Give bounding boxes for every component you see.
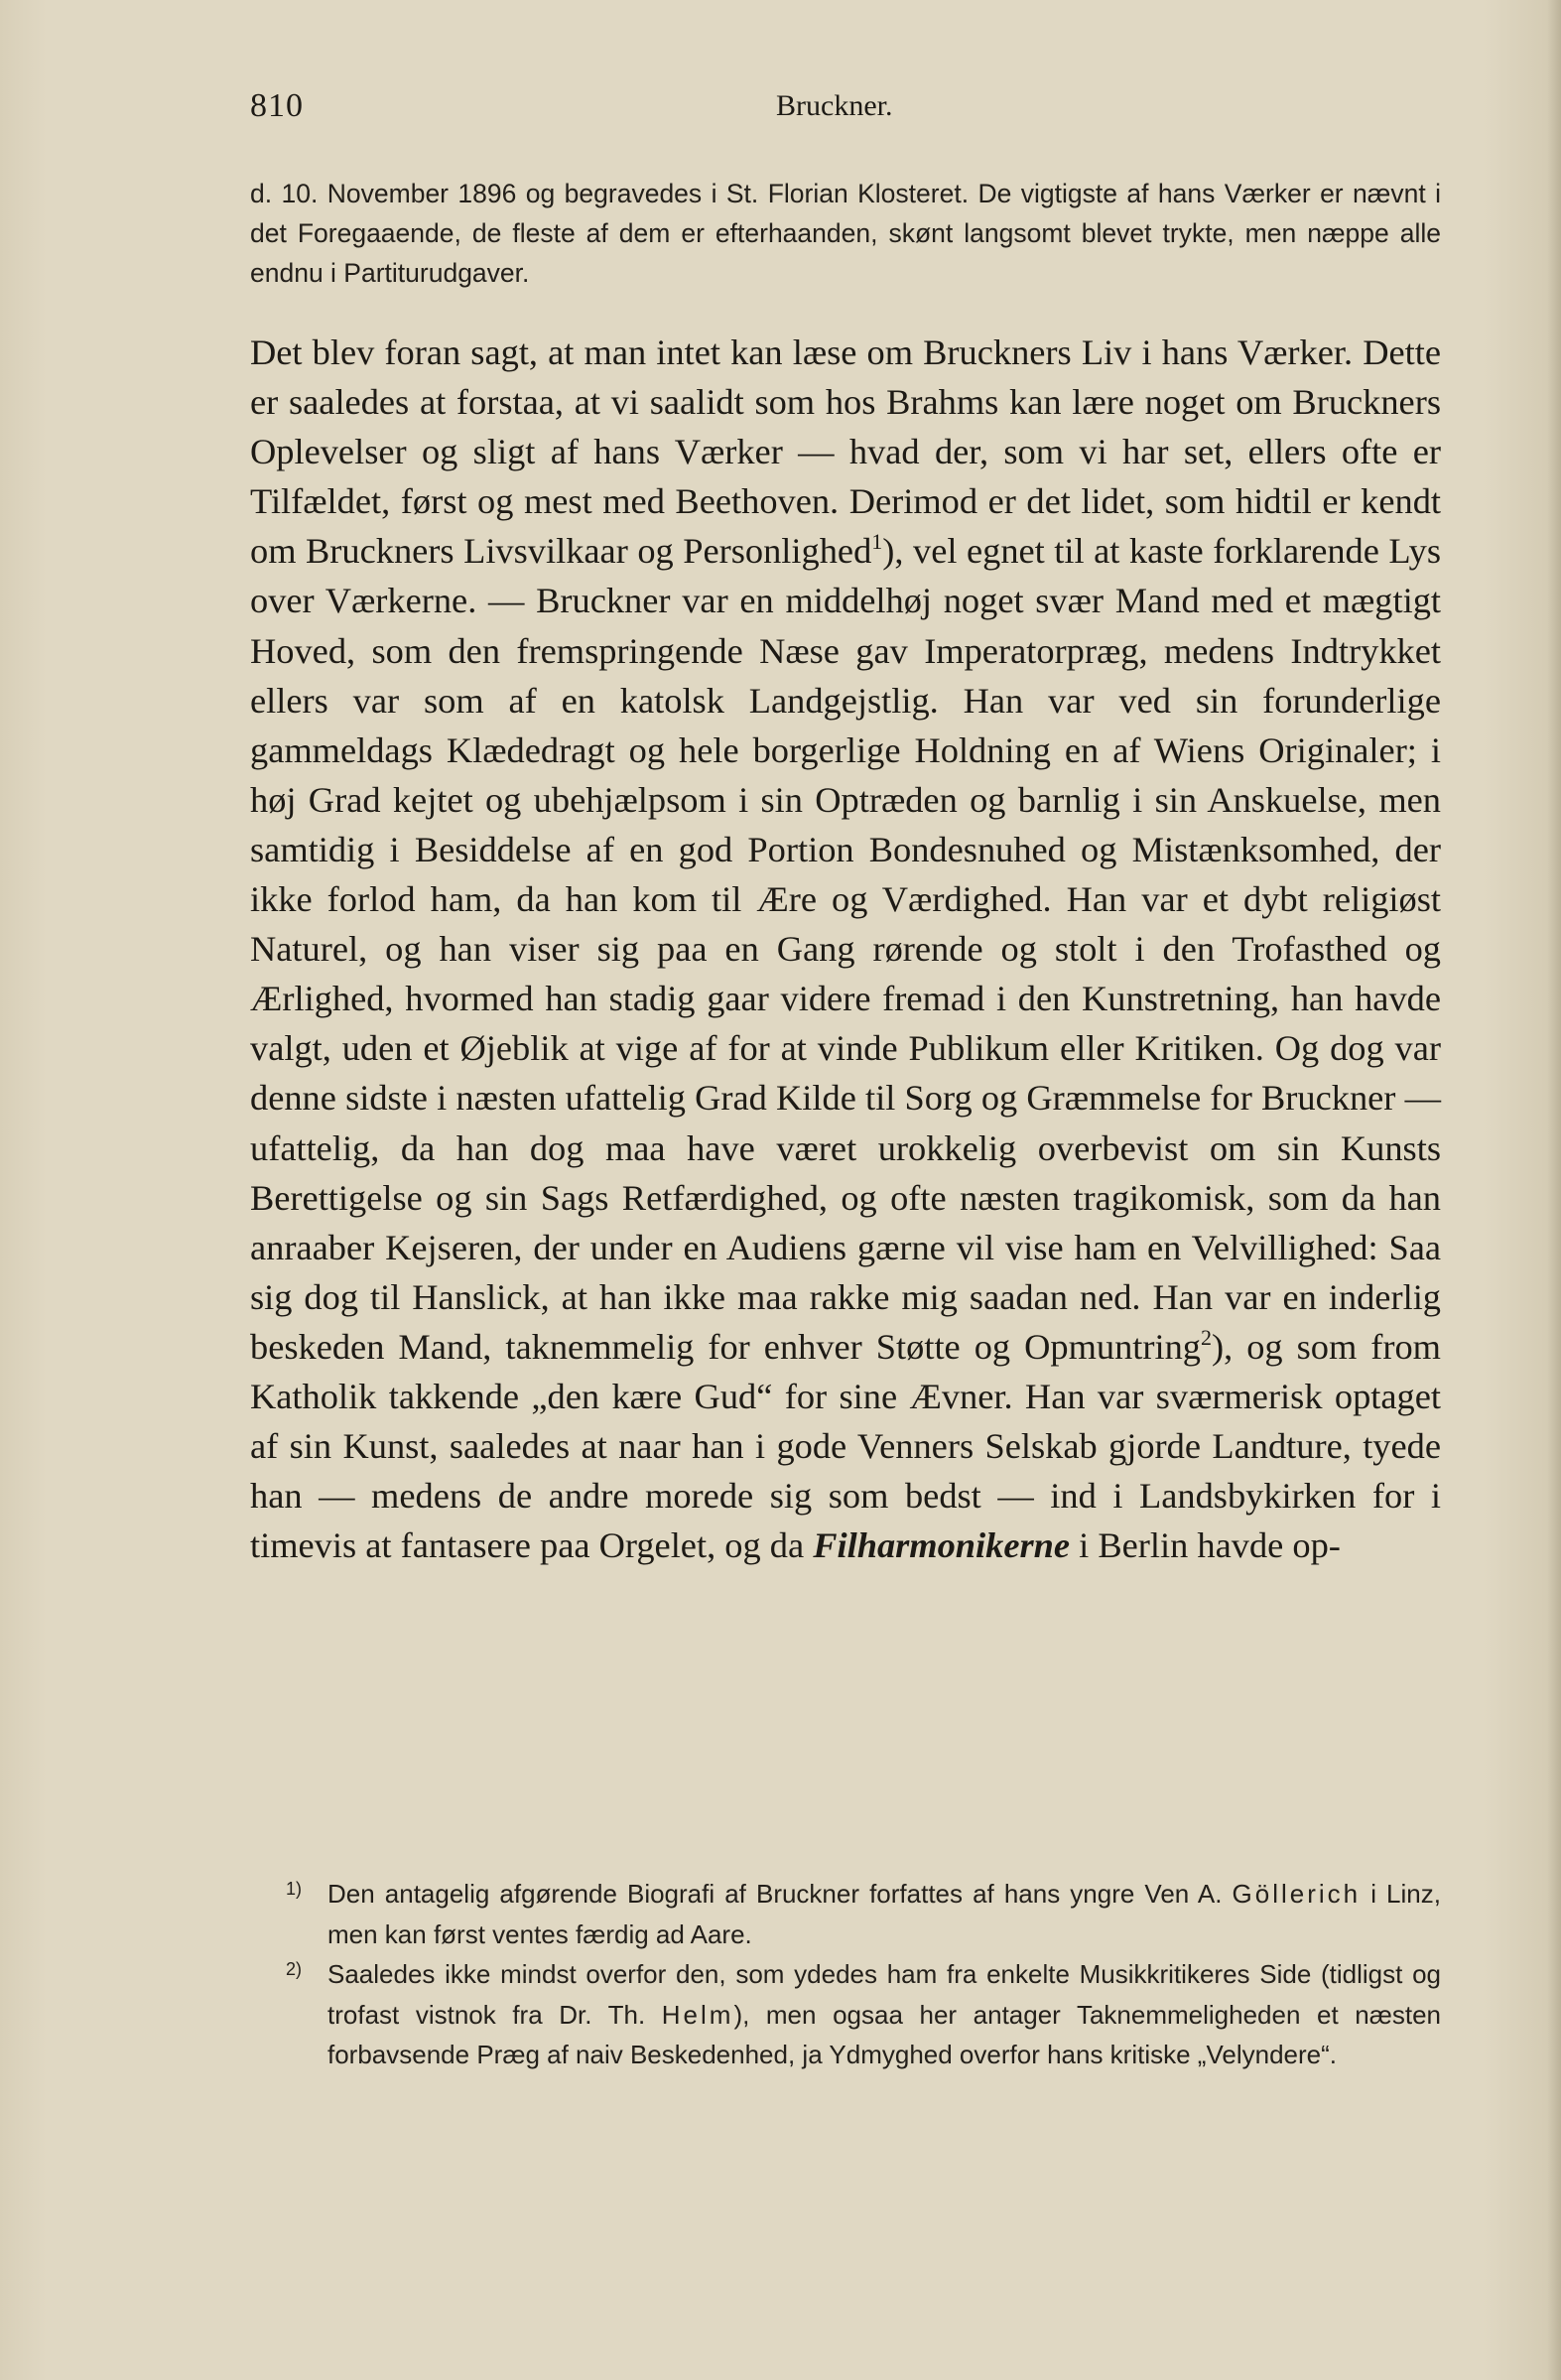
running-head: Bruckner. xyxy=(776,89,893,122)
body-text-segment: Det blev foran sagt, at man intet kan læse om Bruckners Liv i hans Værker. Dette er saaledes at forstaa, at vi saalidt som hos Brahms kan lære noget om Bruckners Oplevelser og sligt af hans Værker — hvad der, som vi har set, ellers ofte er Tilfældet, først og mest med Beethoven. Derimod er det lidet, som hidtil er kendt om Bruckners Livsvilkaar og Personlighed xyxy=(250,332,1441,572)
continuation-paragraph: d. 10. November 1896 og begravedes i St. Florian Klosteret. De vigtigste af hans Værker er nævnt i det Foregaaende, de fleste af dem er efterhaanden, skønt langsomt blevet trykte, men næppe alle endnu i Partiturudgaver. xyxy=(250,179,1441,288)
footnote-ref-2[interactable]: 2 xyxy=(1201,1324,1212,1350)
footnote-text: ), men ogsaa her antager Taknemmeligheden et næsten forbavsende Præg af naiv Beskedenhed, ja Ydmyghed overfor hans kritiske „Velyndere“. xyxy=(327,1999,1441,2069)
footnotes xyxy=(250,1874,1441,2075)
body-text-segment: i Berlin havde op- xyxy=(1070,1525,1341,1566)
main-paragraph xyxy=(250,328,1441,1570)
body-text-segment: ), vel egnet til at kaste forklarende Lys over Værkerne. — Bruckner var en middelhøj noget svær Mand med et mægtigt Hoved, som den fremspringende Næse gav Imperatorpræg, medens Indtrykket ellers var som af en katolsk Landgejstlig. Han var ved sin forunderlige gammeldags Klædedragt og hele borgerlige Holdning en af Wiens Originaler; i høj Grad kejtet og ubehjælpsom i sin Optræden og barnlig i sin Anskuelse, men samtidig i Besiddelse af en god Portion Bondesnuhed og Mistænksomhed, der ikke forlod ham, da han kom til Ære og Værdighed. Han var et dybt religiøst Naturel, og han viser sig paa en Gang rørende og stolt i den Trofasthed og Ærlighed, hvormed han stadig gaar videre fremad i den Kunstretning, han havde valgt, uden et Øjeblik at vige af for at vinde Publikum eller Kritiken. Og dog var denne sidste i næsten ufattelig Grad Kilde til Sorg og Græmmelse for Bruckner — ufattelig, da han dog maa have været urokkelig overbevist om sin Kunsts Berettigelse og sin Sags Retfærdighed, og ofte næsten tragikomisk, som da han anraaber Kejseren, der under en Audiens gærne vil vise ham en Velvillighed: Saa sig dog til Hanslick, at han ikke maa rakke mig saadan ned. Han var en inderlig beskeden Mand, taknemmelig for enhver Støtte og Opmuntring xyxy=(250,531,1441,1367)
footnote-ref-1[interactable]: 1 xyxy=(871,529,883,555)
page-number: 810 xyxy=(250,87,304,124)
italic-term: Filharmonikerne xyxy=(813,1525,1071,1566)
footnote-2: 2) Saaledes ikke mindst overfor den, som ydedes ham fra enkelte Musikkritikeres Side (tidligst og trofast vistnok fra Dr. Th. Helm), men ogsaa her antager Taknemmeligheden et næsten forbavsende Præg af naiv Beskedenhed, ja Ydmyghed overfor hans kritiske „Velyndere“. xyxy=(286,1959,1441,2069)
footnote-text: i Linz, men kan først ventes færdig ad Aare. xyxy=(327,1879,1441,1949)
footnote-1: 1) Den antagelig afgørende Biografi af Bruckner forfattes af hans yngre Ven A. Göllerich i Linz, men kan først ventes færdig ad Aare. xyxy=(286,1879,1441,1949)
footnote-spaced-name: Helm xyxy=(661,1999,734,2030)
page-header xyxy=(250,87,1441,137)
footnote-text: Den antagelig afgørende Biografi af Bruckner forfattes af hans yngre Ven A. xyxy=(327,1879,1223,1909)
body-text-segment: ), og som from Katholik takkende „den kære Gud“ for sine Ævner. Han var sværmerisk optaget af sin Kunst, saaledes at naar han i gode Venners Selskab gjorde Landture, tyede han — medens de andre morede sig som bedst — ind i Landsbykirken for i timevis at fantasere paa Orgelet, og da xyxy=(250,1326,1441,1566)
footnote-spaced-name: Göllerich xyxy=(1232,1879,1362,1909)
footnote-text: Saaledes ikke mindst overfor den, som ydedes ham fra enkelte Musikkritikeres Side (tidligst og trofast vistnok fra Dr. Th. xyxy=(327,1959,1441,2030)
page-edge-shadow xyxy=(1547,0,1561,2380)
